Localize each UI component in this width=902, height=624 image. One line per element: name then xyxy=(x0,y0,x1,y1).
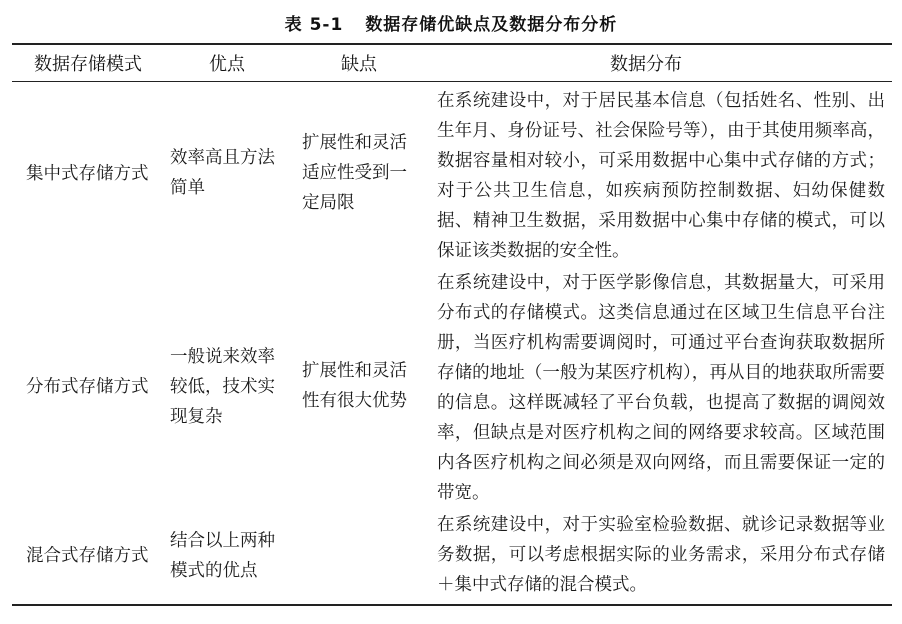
table-caption xyxy=(0,10,902,35)
top-rule xyxy=(12,43,892,45)
header-cons: 缺点 xyxy=(341,54,377,75)
row-pros: 效率高且方法简单 xyxy=(170,148,275,198)
row-pros: 结合以上两种模式的优点 xyxy=(170,531,275,581)
header-pros: 优点 xyxy=(209,54,245,75)
row-mode: 混合式存储方式 xyxy=(26,546,149,566)
header-distribution: 数据分布 xyxy=(610,54,682,75)
row-pros: 一般说来效率较低，技术实现复杂 xyxy=(170,347,275,427)
header-storage-mode: 数据存储模式 xyxy=(34,54,142,75)
row-distribution: 在系统建设中，对于居民基本信息（包括姓名、性别、出生年月、身份证号、社会保险号等），由于其使用频率高，数据容量相对较小，可采用数据中心集中式存储的方式；对于公共卫生信息，如疾病预防控制数据、妇幼保健数据、精神卫生数据，采用数据中心集中存储的模式，可以保证该类数据的安全性。 xyxy=(437,91,885,261)
row-cons: 扩展性和灵活性有很大优势 xyxy=(302,361,407,411)
row-mode: 分布式存储方式 xyxy=(26,377,149,397)
row-distribution: 在系统建设中，对于医学影像信息，其数据量大，可采用分布式的存储模式。这类信息通过在区域卫生信息平台注册，当医疗机构需要调阅时，可通过平台查询获取数据所存储的地址（一般为某医疗机构），再从目的地获取所需要的信息。这样既减轻了平台负载，也提高了数据的调阅效率，但缺点是对医疗机构之间的网络要求较高。区域范围内各医疗机构之间必须是双向网络，而且需要保证一定的带宽。 xyxy=(437,273,885,503)
row-cons: 扩展性和灵活适应性受到一定局限 xyxy=(302,133,407,213)
table-number: 表 5-1 xyxy=(284,15,344,35)
header-rule xyxy=(12,81,892,82)
row-distribution: 在系统建设中，对于实验室检验数据、就诊记录数据等业务数据，可以考虑根据实际的业务需求，采用分布式存储＋集中式存储的混合模式。 xyxy=(437,515,885,595)
table-title: 数据存储优缺点及数据分布分析 xyxy=(365,15,618,35)
bottom-rule xyxy=(12,604,892,606)
row-mode: 集中式存储方式 xyxy=(26,164,149,184)
